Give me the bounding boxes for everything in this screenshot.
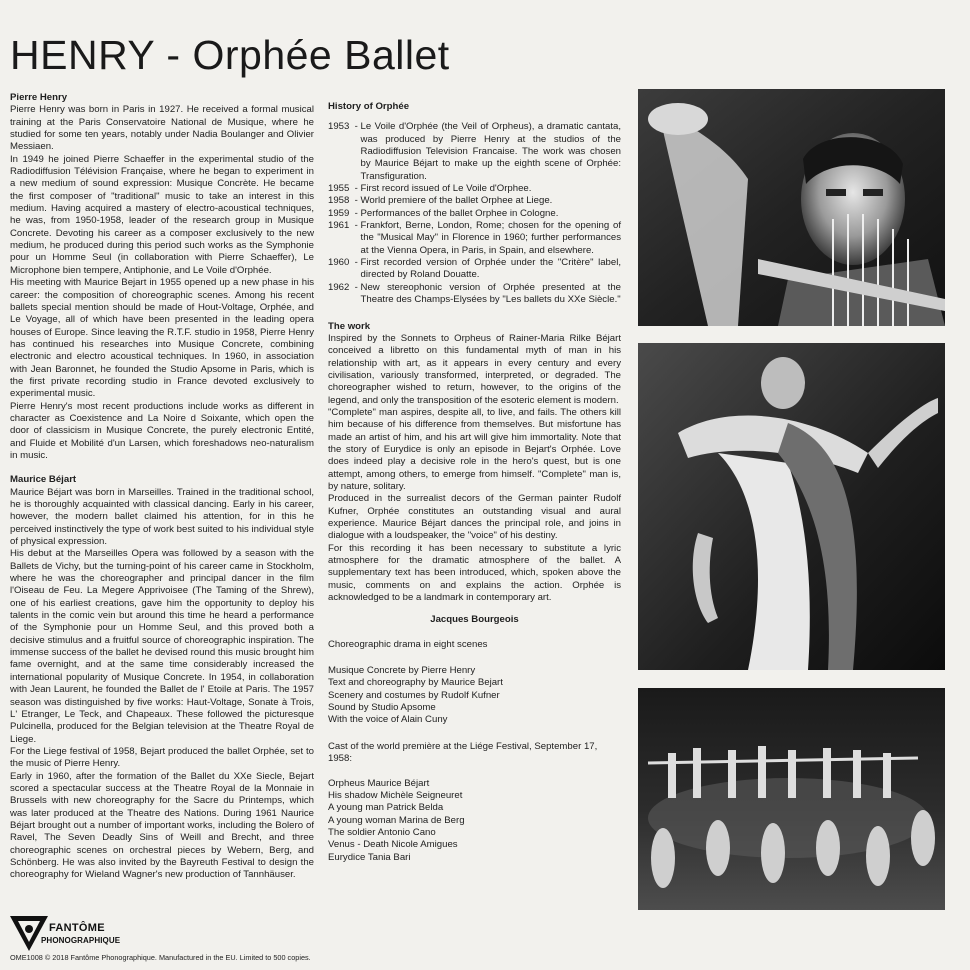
history-item: 1962 - New stereophonic version of Orphée presented at the Theatre des Champs-Elysées by "Les ballets du XXe Siècle." (328, 281, 621, 306)
cast-line: Orpheus Maurice Béjart (328, 777, 430, 789)
paragraph: Pierre Henry was born in Paris in 1927. He received a formal musical training at the Paris Conservatoire National de Musique, where he studied for some ten years, notably under Nadia Boulanger and Olivier Messiaen. (10, 104, 314, 153)
history-year: 1962 (328, 281, 350, 293)
credit-line: Musique Concrete by Pierre Henry (328, 665, 476, 677)
history-item: 1955 - First record issued of Le Voile d'Orphee. (328, 183, 621, 195)
cast-line: Venus - Death Nicole Amigues (328, 839, 458, 851)
credit-line: Text and choreography by Maurice Bejart (328, 677, 503, 689)
history-year: 1953 (328, 121, 350, 133)
section-heading-history: History of Orphée (328, 101, 410, 112)
credit-line: Scenery and costumes by Rudolf Kufner (328, 689, 500, 701)
history-year: 1955 (328, 183, 350, 195)
paragraph: Early in 1960, after the formation of the Ballet du XXe Siecle, Bejart scored a spectacular success at the Theatre Royal de la Monnaie in Brussels with new choreography for the Sacre du Printemps, which was later produced at the Theatre des Nations. During 1961 Naurice Béjart brought out a number of important works, including the Bolero of Ravel, The Seven Deadly Sins of Weill and Brecht, and three choreographic scenes on orchestral pieces by Webern, Berg, and Schönberg. He was also invited by the Bayreuth Festival to design the choreography for Wieland Wagner's new production of Tannhäuser. (10, 770, 314, 881)
history-year: 1961 (328, 220, 350, 232)
photo-orpheus-portrait (638, 89, 945, 326)
history-text: First record issued of Le Voile d'Orphee. (360, 183, 532, 195)
paragraph: Pierre Henry's most recent productions include works as different in character as Coexistence and La Noire d Soixante, which open the door of classicism in Musique Concrete, the purely electronic Entité, and Fluide et Mobilité d'un Larsen, which foreshadows neo-naturalism in music. (10, 400, 314, 461)
paragraph: Produced in the surrealist decors of the German painter Rudolf Kufner, Orphée constitutes an outstanding visual and aural experience. Maurice Béjart dances the principal role, and joins in dialogue with a loudspeaker, the "voice" of his destiny. (328, 493, 621, 542)
history-year: 1960 (328, 257, 350, 269)
page-title: HENRY - Orphée Ballet (10, 32, 450, 78)
history-year: 1959 (328, 207, 350, 219)
cast-line: Eurydice Tania Bari (328, 851, 411, 863)
cast-line: A young woman Marina de Berg (328, 814, 465, 826)
history-item: 1953 - Le Voile d'Orphée (the Veil of Orpheus), a dramatic cantata, was produced by Pierre Henry at the studios of the Radiodiffusion Television Francaise. The work was chosen by Maurice Béjart to make up the eighth scene of Orphée: Transfiguration. (328, 121, 621, 182)
credit-line: Sound by Studio Apsome (328, 702, 436, 714)
logo-text-phonographique: PHONOGRAPHIQUE (41, 936, 121, 945)
paragraph: Inspired by the Sonnets to Orpheus of Rainer-Maria Rilke Béjart conceived a libretto on this fundamental myth of man in his relationship with art, as it appears in every century and every civilisation, variously transformed, interpreted, or degraded. The choreographer wished to return, however, to the origins of the legend, and only the transposition of the esoteric element is modern. (328, 332, 621, 406)
history-text: Performances of the ballet Orphee in Cologne. (360, 207, 559, 219)
history-year: 1958 (328, 195, 350, 207)
cast-line: His shadow Michèle Seigneuret (328, 789, 463, 801)
paragraph: "Complete" man aspires, despite all, to live, and fails. The others kill him because of his difference from themselves. But misfortune has made an artist of him, and his art will give him immortality. Note that the story of Eurydice is only an episode in Bejart's Orphée. Love does indeed play a decisive role in the hero's quest, but is one attempt, among others, to emerge from himself. "Complete" man is, by nature, solitary. (328, 406, 621, 492)
section-heading-the-work: The work (328, 320, 371, 332)
history-item: 1958 - World premiere of the ballet Orphee at Liege. (328, 195, 621, 207)
column-left (10, 92, 314, 882)
history-text: Frankfort, Berne, London, Rome; chosen for the opening of the "Musical May" in Florence in 1960; further performances at the Vienna Opera, in Paris, in Spain, and elsewhere. (360, 220, 621, 256)
credit-line: With the voice of Alain Cuny (328, 714, 448, 726)
footer-copyright: OME1008 © 2018 Fantôme Phonographique. Manufactured in the EU. Limited to 500 copies. (10, 953, 311, 962)
column-middle (328, 89, 621, 864)
history-text: First recorded version of Orphée under the "Critère" label, directed by Roland Douatte. (360, 257, 621, 281)
photo-dancers-embrace (638, 343, 945, 670)
history-text: Le Voile d'Orphée (the Veil of Orpheus), a dramatic cantata, was produced by Pierre Henry at the studios of the Radiodiffusion Television Francaise. The work was chosen by Maurice Béjart to make up the eighth scene of Orphée: Transfiguration. (360, 121, 621, 182)
paragraph: In 1949 he joined Pierre Schaeffer in the experimental studio of the Radiodiffusion Télévision Française, where he began to experiment in a new medium of sound expression: Musique Concrète. He became the first composer of "traditional" music to take an interest in this medium. Having acquired a mastery of electro-acoustical techniques, he was, from 1950-1958, leader of the research group in Musique Concrete. Devoting his career as a composer exclusively to the new medium, he produced during this period such works as the Symphonie pour un Homme Seul (in collaboration with Pierre Schaeffer), Le Microphone bien tempere, Antiphonie, and Le Voile d'Orphée. (10, 153, 314, 276)
history-item: 1959 - Performances of the ballet Orphee in Cologne. (328, 208, 621, 220)
author-signature: Jacques Bourgeois (430, 614, 519, 626)
history-item: 1961 - Frankfort, Berne, London, Rome; chosen for the opening of the "Musical May" in Florence in 1960; further performances at the Vienna Opera, in Paris, in Spain, and elsewhere. (328, 220, 621, 256)
section-heading-pierre-henry: Pierre Henry (10, 92, 68, 103)
fantome-logo-icon (8, 914, 50, 952)
paragraph: For this recording it has been necessary to substitute a lyric atmosphere for the dramatic atmosphere of the ballet. A supplementary text has been introduced, which, spoken above the music, comments on and explains the action. Orphée is acknowledged to be a landmark in contemporary art. (328, 542, 621, 604)
paragraph: Maurice Béjart was born in Marseilles. Trained in the traditional school, he is thoroughly acquainted with classical dancing. Early in his career, however, the modern ballet claimed his attention, for in this he perceived instinctively the type of work best suited to his individual style of physical expression. (10, 486, 314, 548)
drama-subtitle: Choreographic drama in eight scenes (328, 638, 488, 650)
history-item: 1960 - First recorded version of Orphée under the "Critère" label, directed by Roland Douatte. (328, 257, 621, 281)
cast-line: The soldier Antonio Cano (328, 826, 436, 838)
section-heading-maurice-bejart: Maurice Béjart (10, 474, 77, 486)
history-list (328, 121, 621, 306)
cast-line: A young man Patrick Belda (328, 802, 444, 814)
paragraph: His meeting with Maurice Bejart in 1955 opened up a new phase in his career: the composition of choreographic scenes. Among his recent ballets special mention should be made of Hout-Voltage, Orphée, and Le Voyage, all of which have been presented in the leading opera houses of Europe. Since leaving the R.T.F. studio in 1958, Pierre Henry has continued his researches into Musique Concrete, combining electronic and electro acoustical techniques. In 1960, in association with Jean Baronnet, he founded the Studio Apsome in Paris, which is the first private recording studio in France devoted exclusively to experimental music. (10, 277, 314, 400)
photo-ensemble-scene (638, 688, 945, 910)
history-text: New stereophonic version of Orphée presented at the Theatre des Champs-Elysées by "Les ballets du XXe Siècle." (360, 281, 621, 306)
cast-intro: Cast of the world première at the Liége Festival, September 17, 1958: (328, 740, 598, 765)
paragraph: His debut at the Marseilles Opera was followed by a season with the Ballets de Vichy, but the turning-point of his career came in Stockholm, where he was the choreographer and principal dancer in the film l'Oiseau de Feu. La Megere Apprivoisee (The Taming of the Shrew), one of his earliest creations, gave him the opportunity to deploy his talents in the comic vein but around this time he heard a performance of the Symphonie pour un Homme Seul, and this proved both a decisive stimulus and a fruitful source of choreographic inspiration. The immense success of the ballet he devised round this music brought him fame overnight, and at the same time considerably increased the international popularity of Musique Concrete. In 1954, in collaboration with Jean Laurent, he founded the Ballet de l' Etoile at Paris. The 1957 season was distinguished by five works: Haut-Voltage, Sonate à Trois, L' Etranger, Le Teck, and Chapeaux. These followed the picturesque Pulcinella, produced for the Belgian television at the Theatre Royal de Liege. (10, 548, 314, 745)
paragraph: For the Liege festival of 1958, Bejart produced the ballet Orphée, set to the music of Pierre Henry. (10, 745, 314, 770)
history-text: World premiere of the ballet Orphee at Liege. (360, 195, 553, 207)
logo-text-fantome: FANTÔME (49, 922, 105, 934)
